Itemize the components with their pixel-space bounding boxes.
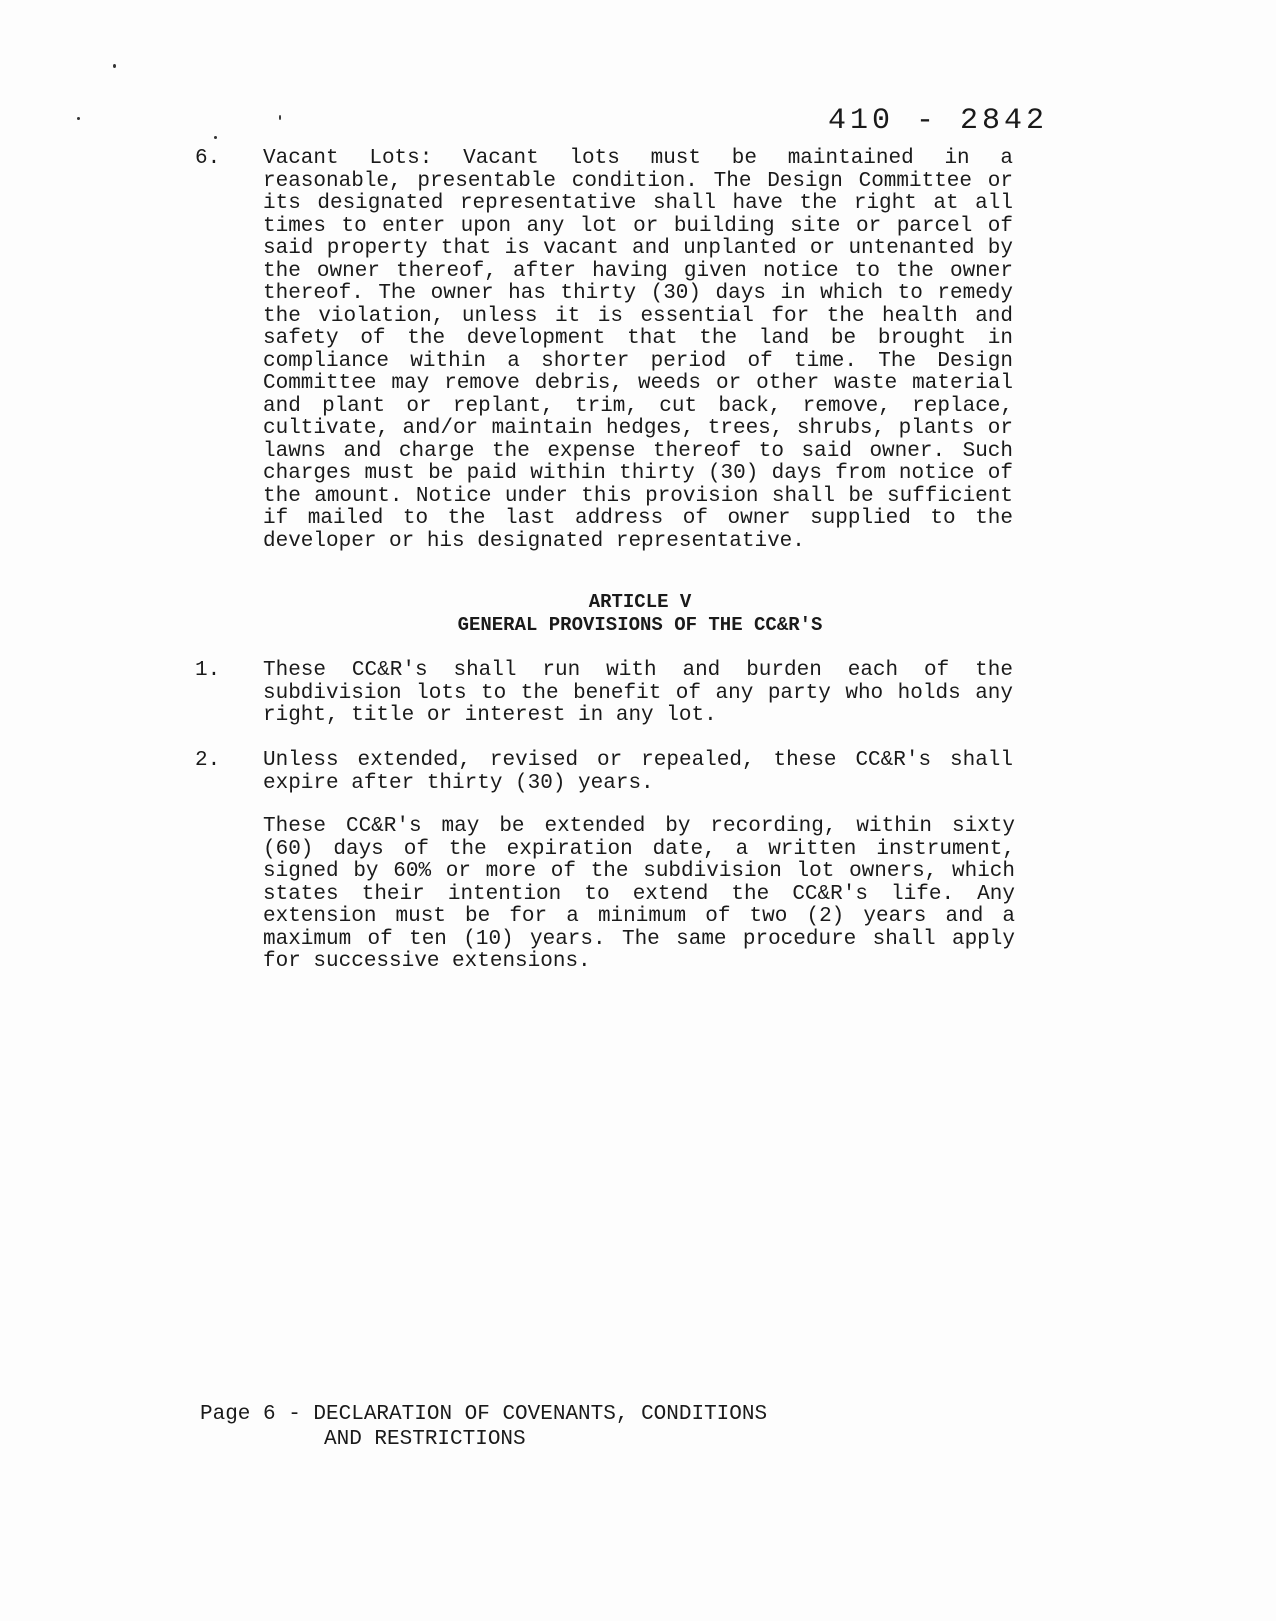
section-2-expiration [195, 750, 1015, 798]
scan-speck [77, 117, 80, 120]
footer-line-1: Page 6 - DECLARATION OF COVENANTS, CONDITIONS [200, 1403, 768, 1426]
item-number: 2. [195, 749, 221, 772]
scan-speck [214, 136, 217, 139]
item-text: Unless extended, revised or repealed, these CC&R's shall expire after thirty (30) years. [263, 749, 1013, 795]
item-text: Vacant Lots: Vacant lots must be maintained in a reasonable, presentable condition. The Design Committee or its designated representative shall have the right at all times to enter upon any lot or building site or parcel of said property that is vacant and unplanted or untenanted by the owner thereof, after having given notice to the owner thereof. The owner has thirty (30) days in which to remedy the violation, unless it is essential for the health and safety of the development that the land be brought in compliance within a shorter period of time. The Design Committee may remove debris, weeds or other waste material and plant or replant, trim, cut back, remove, replace, cultivate, and/or maintain hedges, trees, shrubs, plants or lawns and charge the expense thereof to said owner. Such charges must be paid within thirty (30) days from notice of the amount. Notice under this provision shall be sufficient if mailed to the last address of owner supplied to the developer or his designated representative. [263, 147, 1013, 553]
item-number: 1. [195, 659, 221, 682]
section-6-vacant-lots [195, 148, 1015, 568]
recording-number: 410 - 2842 [828, 104, 1049, 138]
scan-speck [113, 64, 116, 68]
article-title: ARTICLE V [588, 591, 692, 613]
section-1-run-with-land [195, 660, 1015, 730]
article-subtitle: GENERAL PROVISIONS OF THE CC&R'S [457, 614, 823, 636]
scan-speck [279, 115, 281, 120]
footer-line-2: AND RESTRICTIONS [324, 1428, 526, 1451]
item-text: These CC&R's shall run with and burden each of the subdivision lots to the benefit of any party who holds any right, title or interest in any lot. [263, 659, 1013, 727]
extension-paragraph: These CC&R's may be extended by recording, within sixty (60) days of the expiration date, a written instrument, signed by 60% or more of the subdivision lot owners, which states their intention to extend the CC&R's life. Any extension must be for a minimum of two (2) years and a maximum of ten (10) years. The same procedure shall apply for successive extensions. [263, 815, 1015, 973]
page-footer [200, 1402, 767, 1452]
item-number: 6. [195, 147, 221, 170]
